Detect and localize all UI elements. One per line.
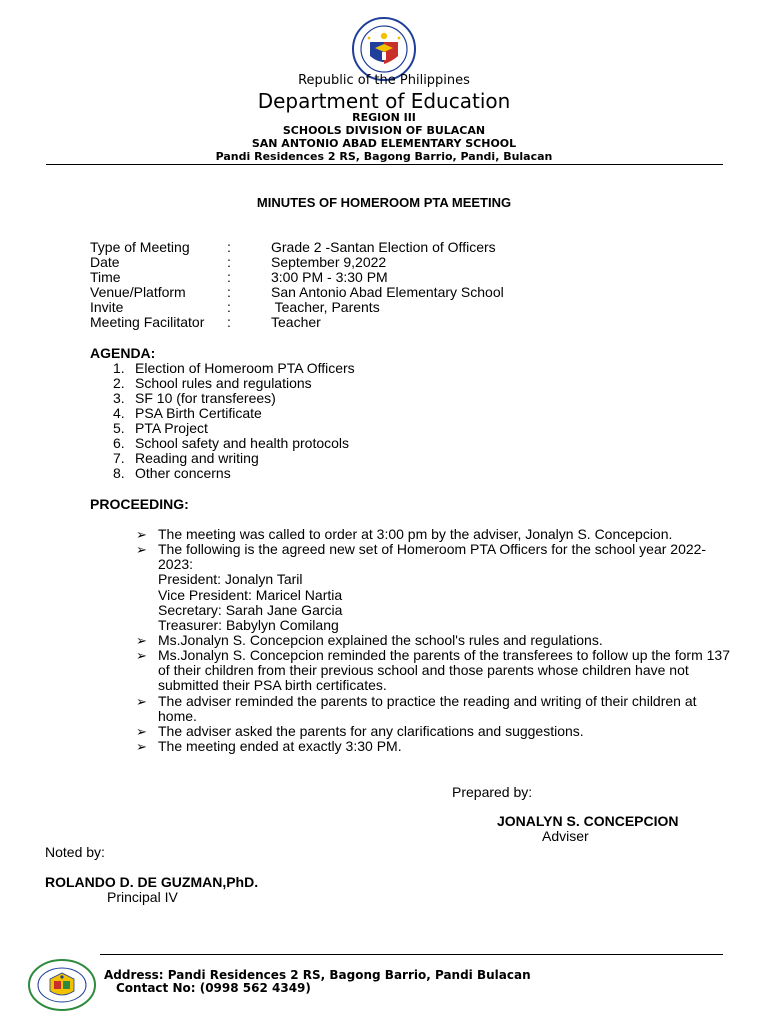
agenda-text: SF 10 (for transferees)	[135, 390, 276, 406]
arrow-bullet-icon: ➢	[136, 527, 147, 542]
list-item: Ms.Jonalyn S. Concepcion reminded the parents of the transferees to follow up the form 137 of their children from their previous school and those parents whose children have not submitted their PSA birth certificates.	[158, 647, 730, 694]
department-title: Department of Education	[257, 89, 511, 113]
agenda-text: PTA Project	[135, 420, 208, 436]
list-item	[113, 451, 259, 466]
detail-value: Teacher, Parents	[271, 299, 380, 315]
footer-contact: Contact No: (0998 562 4349)	[116, 981, 311, 995]
list-item: The adviser reminded the parents to practice the reading and writing of their children at home.	[158, 693, 697, 725]
agenda-text: Other concerns	[135, 465, 231, 481]
republic-line: Republic of the Philippines	[298, 73, 470, 88]
list-item	[113, 376, 312, 391]
agenda-num: 8.	[113, 465, 125, 481]
adviser-title: Adviser	[542, 828, 589, 844]
adviser-name: JONALYN S. CONCEPCION	[497, 813, 679, 829]
detail-value: San Antonio Abad Elementary School	[271, 284, 504, 300]
detail-value: Grade 2 -Santan Election of Officers	[271, 239, 496, 255]
detail-sep: :	[227, 314, 231, 330]
detail-sep: :	[227, 254, 231, 270]
detail-label: Invite	[90, 299, 124, 315]
agenda-text: Election of Homeroom PTA Officers	[135, 360, 355, 376]
principal-name: ROLANDO D. DE GUZMAN,PhD.	[45, 874, 259, 890]
list-item: The meeting ended at exactly 3:30 PM.	[158, 738, 402, 754]
agenda-num: 4.	[113, 405, 125, 421]
list-item	[113, 421, 208, 436]
detail-value: 3:00 PM - 3:30 PM	[271, 269, 388, 285]
agenda-text: PSA Birth Certificate	[135, 405, 262, 421]
detail-label: Date	[90, 254, 120, 270]
agenda-heading: AGENDA:	[90, 345, 156, 361]
arrow-bullet-icon: ➢	[136, 633, 147, 648]
principal-title: Principal IV	[107, 889, 178, 905]
detail-value: September 9,2022	[271, 254, 387, 270]
detail-sep: :	[227, 284, 231, 300]
prepared-by-label: Prepared by:	[452, 784, 533, 800]
officer-line: President: Jonalyn Taril	[158, 571, 303, 588]
officer-line: Treasurer: Babylyn Comilang	[158, 617, 339, 634]
list-item	[113, 391, 276, 406]
agenda-num: 2.	[113, 375, 125, 391]
document-title: MINUTES OF HOMEROOM PTA MEETING	[256, 195, 512, 210]
detail-label: Time	[90, 269, 121, 285]
detail-label: Meeting Facilitator	[90, 314, 205, 330]
detail-label: Venue/Platform	[90, 284, 186, 300]
noted-by-label: Noted by:	[45, 844, 105, 860]
list-item	[113, 406, 262, 421]
school-line: SAN ANTONIO ABAD ELEMENTARY SCHOOL	[251, 137, 517, 150]
agenda-text: Reading and writing	[135, 450, 259, 466]
agenda-num: 1.	[113, 360, 125, 376]
header-rule	[46, 164, 723, 165]
agenda-num: 5.	[113, 420, 125, 436]
arrow-bullet-icon: ➢	[136, 724, 147, 739]
footer-address: Address: Pandi Residences 2 RS, Bagong Barrio, Pandi Bulacan	[104, 968, 531, 982]
list-item: The adviser asked the parents for any clarifications and suggestions.	[158, 723, 584, 739]
officer-line: Vice President: Maricel Nartia	[158, 586, 343, 603]
footer-rule	[100, 954, 723, 955]
agenda-num: 7.	[113, 450, 125, 466]
detail-sep: :	[227, 269, 231, 285]
division-line: SCHOOLS DIVISION OF BULACAN	[282, 124, 486, 137]
proceeding-heading: PROCEEDING:	[90, 496, 189, 512]
region-line: REGION III	[352, 111, 416, 124]
arrow-bullet-icon: ➢	[136, 542, 147, 557]
proceeding-text: The following is the agreed new set of Homeroom PTA Officers for the school year 2022-2023:	[158, 541, 707, 573]
arrow-bullet-icon: ➢	[136, 694, 147, 709]
agenda-num: 3.	[113, 390, 125, 406]
detail-sep: :	[227, 239, 231, 255]
list-item	[158, 542, 738, 633]
school-logo	[28, 959, 96, 1011]
agenda-text: School rules and regulations	[135, 375, 312, 391]
arrow-bullet-icon: ➢	[136, 648, 147, 663]
list-item	[113, 466, 231, 481]
school-address: Pandi Residences 2 RS, Bagong Barrio, Pandi, Bulacan	[215, 150, 553, 163]
list-item	[113, 361, 355, 376]
detail-sep: :	[227, 299, 231, 315]
list-item: The meeting was called to order at 3:00 pm by the adviser, Jonalyn S. Concepcion.	[158, 526, 673, 542]
agenda-text: School safety and health protocols	[135, 435, 350, 451]
agenda-num: 6.	[113, 435, 125, 451]
officer-line: Secretary: Sarah Jane Garcia	[158, 601, 343, 618]
list-item	[113, 436, 349, 451]
detail-value: Teacher	[271, 314, 321, 330]
arrow-bullet-icon: ➢	[136, 739, 147, 754]
detail-label: Type of Meeting	[90, 239, 190, 255]
list-item: Ms.Jonalyn S. Concepcion explained the school's rules and regulations.	[158, 632, 603, 648]
